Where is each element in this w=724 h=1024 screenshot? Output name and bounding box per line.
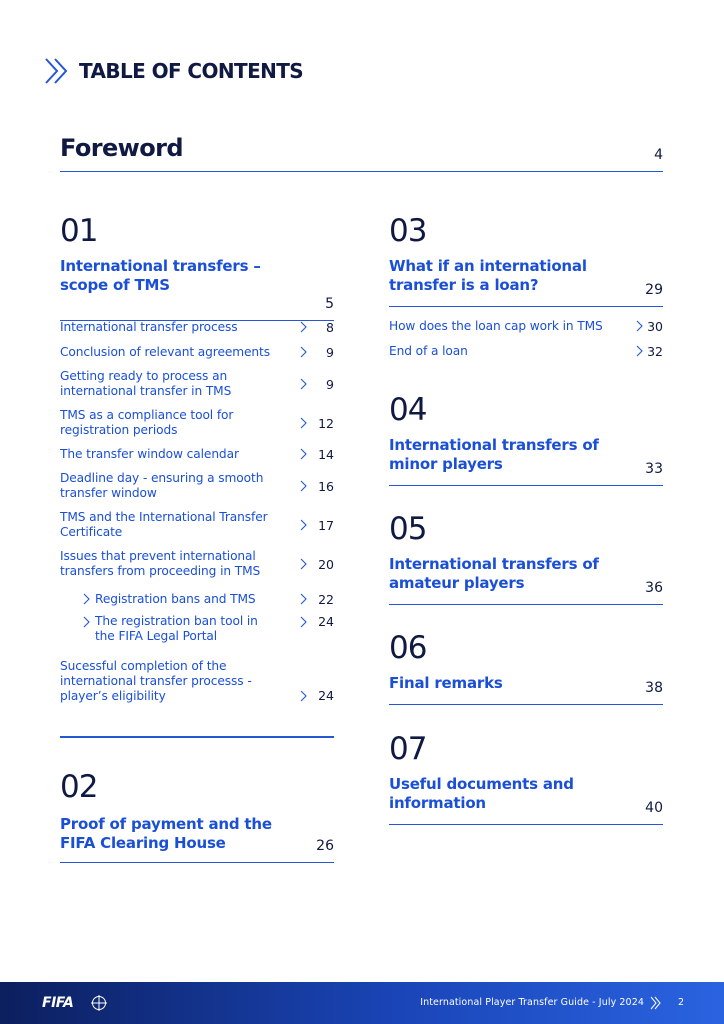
toc-item[interactable]: The transfer window calendar 14: [60, 446, 334, 462]
section-heading[interactable]: [389, 551, 663, 605]
chevron-right-icon: [635, 320, 645, 332]
chevron-right-icon: [82, 593, 92, 605]
page-number: 2: [677, 997, 684, 1008]
section-page: 33: [645, 461, 663, 477]
globe-icon: [91, 995, 107, 1011]
toc-item[interactable]: Getting ready to process an international transfer in TMS 9: [60, 369, 334, 398]
chevron-right-icon: [299, 616, 309, 628]
toc-item[interactable]: End of a loan 32: [389, 343, 663, 359]
section-number: 07: [389, 731, 427, 767]
section-page: 29: [645, 282, 663, 298]
double-chevron-icon: [650, 996, 662, 1010]
toc-subitem[interactable]: Registration bans and TMS 22: [60, 590, 334, 608]
chevron-right-icon: [82, 616, 92, 628]
foreword-entry[interactable]: [60, 134, 663, 172]
chevron-right-icon: [299, 448, 309, 460]
toc-item[interactable]: TMS as a compliance tool for registration periods 12: [60, 408, 334, 437]
chevron-right-icon: [299, 558, 309, 570]
section-number: 03: [389, 213, 427, 249]
toc-header: [44, 57, 303, 85]
foreword-page: 4: [654, 147, 663, 163]
double-chevron-icon: [44, 57, 70, 85]
section-01-end-rule: [60, 736, 334, 738]
section-03: [389, 213, 663, 307]
section-heading[interactable]: [389, 670, 663, 705]
chevron-right-icon: [299, 690, 309, 702]
toc-item[interactable]: TMS and the International Transfer Certificate 17: [60, 510, 334, 539]
chevron-right-icon: [299, 593, 309, 605]
section-07: [389, 731, 663, 825]
section-title: Proof of payment and the FIFA Clearing House: [60, 815, 272, 852]
section-number: 06: [389, 630, 427, 666]
section-heading[interactable]: [60, 253, 334, 321]
chevron-right-icon: [299, 321, 309, 333]
foreword-title: Foreword: [60, 134, 183, 162]
section-05: [389, 511, 663, 605]
toc-item[interactable]: Issues that prevent international transfers from proceeding in TMS 20: [60, 549, 334, 578]
page-footer: [0, 982, 724, 1024]
toc-subitem[interactable]: The registration ban tool in the FIFA Legal Portal 24: [60, 614, 334, 646]
toc-item[interactable]: Sucessful completion of the international transfer processs - player’s eligibility 24: [60, 659, 334, 703]
section-02: [60, 769, 334, 863]
section-title: What if an international transfer is a loan?: [389, 257, 587, 294]
section-01: [60, 213, 334, 321]
section-heading[interactable]: [389, 771, 663, 825]
section-title: Useful documents and information: [389, 775, 574, 812]
section-page: 38: [645, 680, 663, 696]
chevron-right-icon: [299, 378, 309, 390]
toc-item[interactable]: International transfer process 8: [60, 319, 334, 335]
section-number: 02: [60, 769, 98, 805]
page-title: TABLE OF CONTENTS: [79, 59, 304, 83]
fifa-logo: FIFA: [42, 995, 74, 1011]
section-number: 01: [60, 213, 98, 249]
toc-item[interactable]: Deadline day - ensuring a smooth transfer window 16: [60, 471, 334, 500]
section-number: 05: [389, 511, 427, 547]
section-04: [389, 392, 663, 486]
section-title: International transfers of amateur players: [389, 555, 599, 592]
chevron-right-icon: [299, 346, 309, 358]
section-number: 04: [389, 392, 427, 428]
section-heading[interactable]: [389, 253, 663, 307]
chevron-right-icon: [299, 417, 309, 429]
chevron-right-icon: [299, 480, 309, 492]
chevron-right-icon: [635, 345, 645, 357]
section-page: 5: [325, 296, 334, 312]
toc-item[interactable]: Conclusion of relevant agreements 9: [60, 344, 334, 360]
section-page: 40: [645, 800, 663, 816]
section-03-items: [389, 317, 663, 360]
section-page: 26: [316, 838, 334, 854]
section-01-items: [60, 318, 334, 704]
chevron-right-icon: [299, 519, 309, 531]
section-title: International transfers of minor players: [389, 436, 599, 473]
section-heading[interactable]: [389, 432, 663, 486]
section-page: 36: [645, 580, 663, 596]
section-heading[interactable]: [60, 809, 334, 863]
toc-item[interactable]: How does the loan cap work in TMS 30: [389, 318, 663, 334]
section-title: International transfers – scope of TMS: [60, 257, 261, 294]
section-06: [389, 630, 663, 705]
guide-title: International Player Transfer Guide - July 2024: [420, 997, 644, 1008]
section-title: Final remarks: [389, 674, 503, 692]
